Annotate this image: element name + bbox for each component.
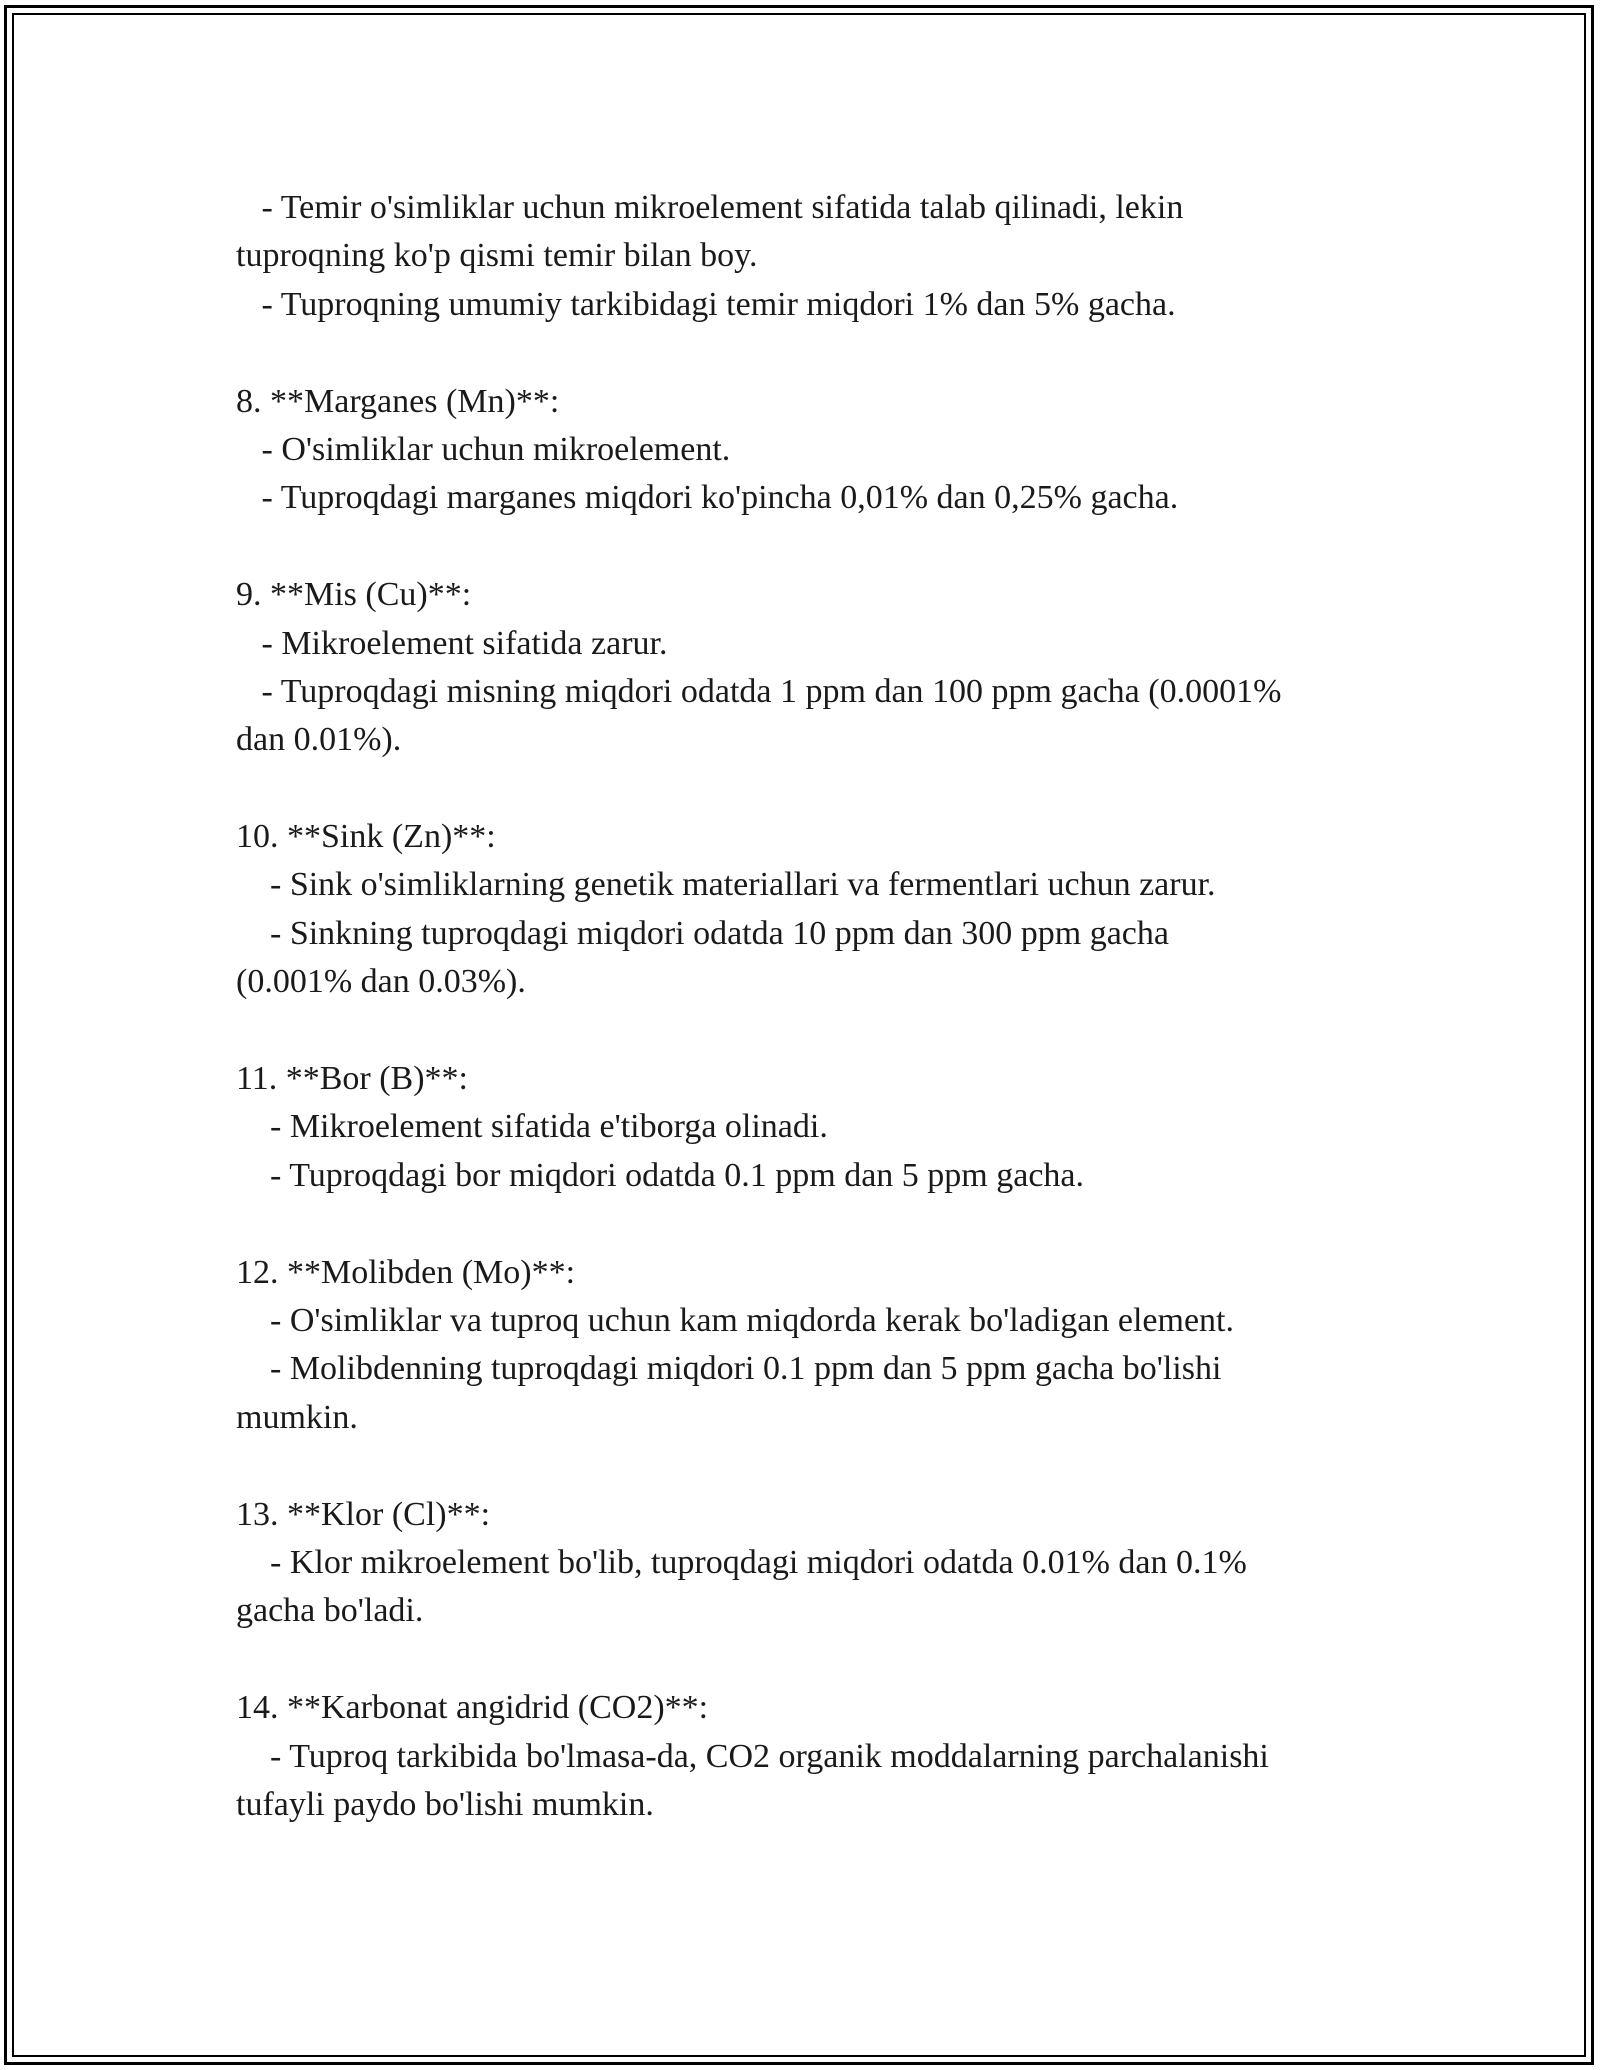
text-line: - Tuproqdagi misning miqdori odatda 1 ppm dan 100 ppm gacha (0.0001% xyxy=(236,672,1282,710)
text-line: - Molibdenning tuproqdagi miqdori 0.1 ppm dan 5 ppm gacha bo'lishi xyxy=(236,1350,1222,1388)
text-line: - Klor mikroelement bo'lib, tuproqdagi miqdori odatda 0.01% dan 0.1% xyxy=(236,1543,1247,1581)
blank-line xyxy=(236,1200,1376,1248)
section-heading-molibden: 12. **Molibden (Mo)**: xyxy=(236,1253,576,1291)
section-heading-karbonat-angidrid: 14. **Karbonat angidrid (CO2)**: xyxy=(236,1689,709,1727)
section-heading-klor: 13. **Klor (Cl)**: xyxy=(236,1495,491,1533)
text-line: - O'simliklar uchun mikroelement. xyxy=(236,430,731,468)
text-line: (0.001% dan 0.03%). xyxy=(236,963,526,1001)
section-heading-sink: 10. **Sink (Zn)**: xyxy=(236,818,496,856)
text-line: - Temir o'simliklar uchun mikroelement sifatida talab qilinadi, lekin xyxy=(236,189,1184,226)
section-heading-marganes: 8. **Marganes (Mn)**: xyxy=(236,382,560,420)
text-line: - Mikroelement sifatida e'tiborga olinadi. xyxy=(236,1108,828,1146)
text-line: - Tuproqdagi bor miqdori odatda 0.1 ppm dan 5 ppm gacha. xyxy=(236,1156,1085,1194)
text-line: tufayli paydo bo'lishi mumkin. xyxy=(236,1785,654,1823)
section-heading-mis: 9. **Mis (Cu)**: xyxy=(236,576,472,614)
blank-line xyxy=(236,1007,1376,1055)
text-line: - Sinkning tuproqdagi miqdori odatda 10 ppm dan 300 ppm gacha xyxy=(236,914,1169,952)
text-line: - Tuproqdagi marganes miqdori ko'pincha 0,01% dan 0,25% gacha. xyxy=(236,479,1179,517)
text-line: - O'simliklar va tuproq uchun kam miqdorda kerak bo'ladigan element. xyxy=(236,1301,1234,1339)
text-line: - Tuproqning umumiy tarkibidagi temir miqdori 1% dan 5% gacha. xyxy=(236,285,1176,323)
text-line: - Mikroelement sifatida zarur. xyxy=(236,624,668,662)
blank-line xyxy=(236,1442,1376,1490)
blank-line xyxy=(236,765,1376,813)
section-heading-bor: 11. **Bor (B)**: xyxy=(236,1060,469,1098)
text-line: gacha bo'ladi. xyxy=(236,1592,424,1630)
text-line: mumkin. xyxy=(236,1398,358,1436)
blank-line xyxy=(236,523,1376,571)
text-line: - Sink o'simliklarning genetik materiallari va fermentlari uchun zarur. xyxy=(236,866,1216,904)
document-body xyxy=(236,184,1376,1829)
text-line: - Tuproq tarkibida bo'lmasa-da, CO2 organik moddalarning parchalanishi xyxy=(236,1737,1269,1775)
blank-line xyxy=(236,1636,1376,1684)
blank-line xyxy=(236,329,1376,377)
text-line: dan 0.01%). xyxy=(236,721,402,759)
text-line: tuproqning ko'p qismi temir bilan boy. xyxy=(236,237,758,275)
